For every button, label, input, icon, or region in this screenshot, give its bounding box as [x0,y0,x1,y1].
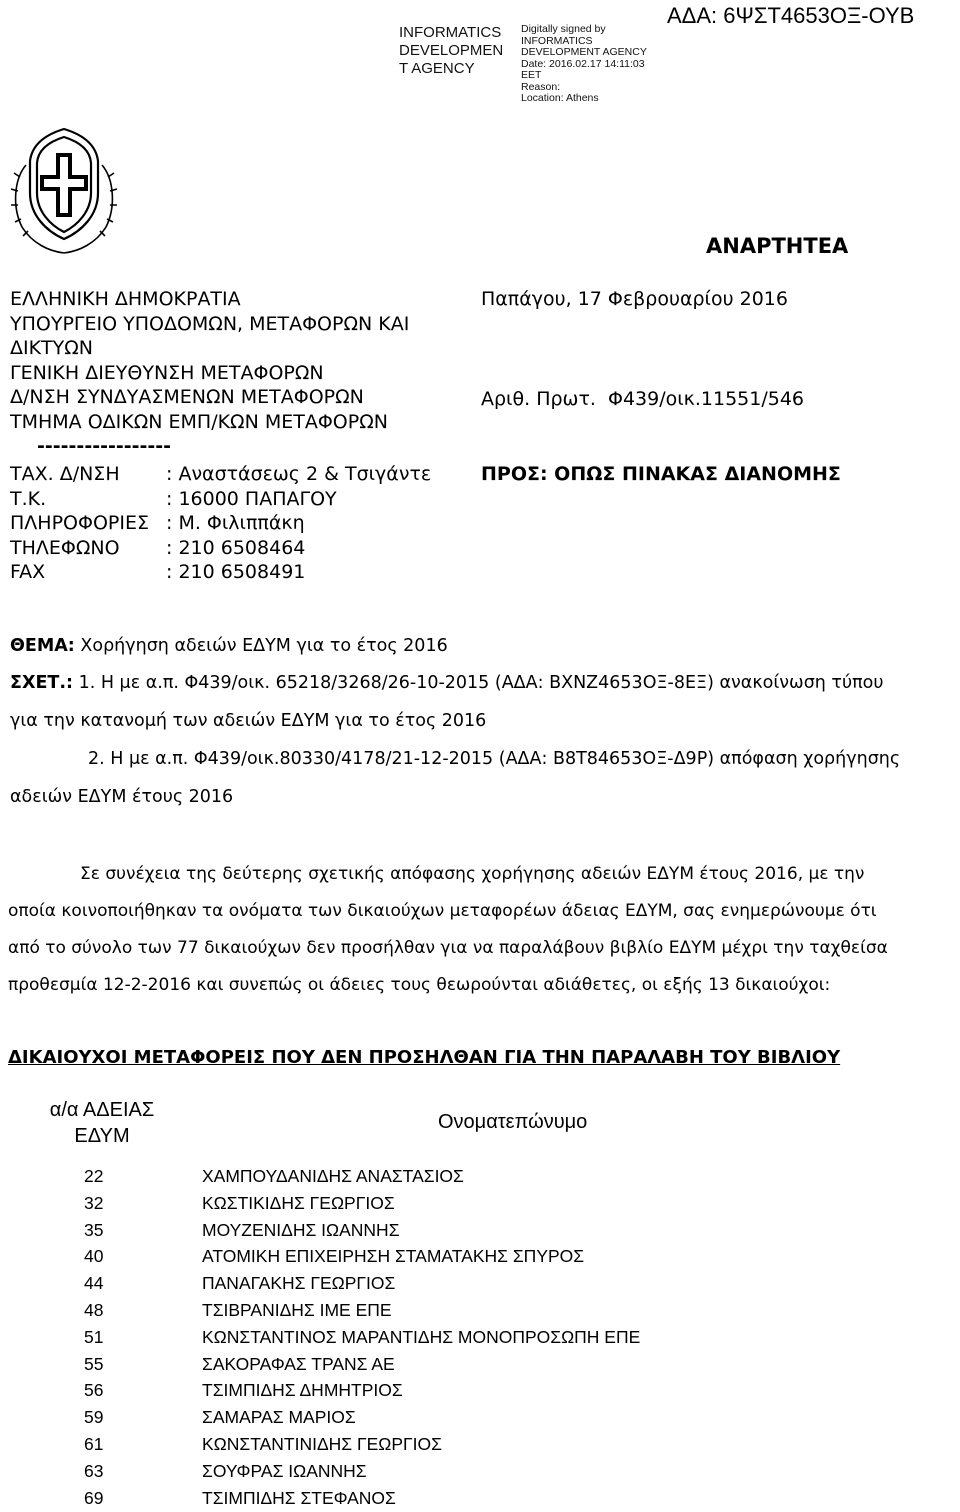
reference-1-cont: για την κατανομή των αδειών ΕΔΥΜ για το έτος 2016 [10,711,487,731]
references-line1 [10,673,883,693]
body-paragraph-line: από το σύνολο των 77 δικαιούχων δεν προσήλθαν για να παραλάβουν βιβλίο ΕΔΥΜ μέχρι την ταχθείσα [8,938,888,958]
permit-number: 44 [84,1273,104,1294]
permit-number: 61 [84,1433,104,1454]
signer-line: T AGENCY [399,60,475,77]
holder-name: ΑΤΟΜΙΚΗ ΕΠΙΧΕΙΡΗΣΗ ΣΤΑΜΑΤΑΚΗΣ ΣΠΥΡΟΣ [202,1246,585,1267]
sender-line: Δ/ΝΣΗ ΣΥΝΔΥΑΣΜΕΝΩΝ ΜΕΤΑΦΟΡΩΝ [10,386,364,408]
protocol-number: Φ439/οικ.11551/546 [608,388,805,410]
holder-name: ΣΑΜΑΡΑΣ ΜΑΡΙΟΣ [202,1407,356,1428]
signer-line: INFORMATICS [399,24,502,41]
table-row [0,1431,960,1458]
holder-name: ΧΑΜΠΟΥΔΑΝΙΔΗΣ ΑΝΑΣΤΑΣΙΟΣ [202,1166,464,1186]
table-row [0,1324,960,1351]
signature-detail-line: Location: Athens [521,92,599,104]
table-row [0,1217,960,1244]
permit-number: 51 [84,1326,104,1347]
holder-name: ΣΟΥΦΡΑΣ ΙΩΑΝΝΗΣ [202,1460,367,1481]
contact-value: : 16000 ΠΑΠΑΓΟΥ [166,487,337,510]
document-date: Παπάγου, 17 Φεβρουαρίου 2016 [481,288,788,310]
sender-line: ΓΕΝΙΚΗ ΔΙΕΥΘΥΝΣΗ ΜΕΤΑΦΟΡΩΝ [10,361,324,384]
table-row [0,1485,960,1512]
permit-number: 69 [84,1487,104,1508]
reference-2: 2. Η με α.π. Φ439/οικ.80330/4178/21-12-2015 (ΑΔΑ: Β8Τ84653ΟΞ-Δ9Ρ) απόφαση χορήγησης [88,749,901,769]
column-header-name: Ονοματεπώνυμο [438,1111,588,1133]
section-title: ΔΙΚΑΙΟΥΧΟΙ ΜΕΤΑΦΟΡΕΙΣ ΠΟΥ ΔΕΝ ΠΡΟΣΗΛΘΑΝ ΓΙΑ ΤΗΝ ΠΑΡΑΛΑΒΗ ΤΟΥ ΒΙΒΛΙΟΥ [8,1047,841,1068]
protocol-label: Αριθ. Πρωτ. [481,388,596,410]
signature-detail-line: Reason: [521,80,561,93]
signature-detail-line: INFORMATICS [521,34,593,47]
table-row [0,1243,960,1270]
subject-label: ΘΕΜΑ: [10,636,75,656]
contact-row [10,536,410,561]
holder-name: ΠΑΝΑΓΑΚΗΣ ΓΕΩΡΓΙΟΣ [202,1273,396,1294]
signature-detail-line: DEVELOPMENT AGENCY [521,46,647,58]
permit-number: 40 [84,1246,104,1267]
holder-name: ΚΩΝΣΤΑΝΤΙΝΙΔΗΣ ΓΕΩΡΓΙΟΣ [202,1433,442,1454]
reference-2-cont: αδειών ΕΔΥΜ έτους 2016 [10,787,234,807]
contact-label: ΠΛΗΡΟΦΟΡΙΕΣ [10,512,149,534]
permit-table [0,1163,960,1511]
table-row [0,1404,960,1431]
body-paragraph-line: Σε συνέχεια της δεύτερης σχετικής απόφασης χορήγησης αδειών ΕΔΥΜ έτους 2016, με την [80,864,865,884]
contact-label: Τ.Κ. [10,487,47,510]
contact-value: : Αναστάσεως 2 & Τσιγάντε [166,463,432,485]
contact-row [10,511,410,536]
table-row [0,1270,960,1297]
recipient-line: ΠΡΟΣ: ΟΠΩΣ ΠΙΝΑΚΑΣ ΔΙΑΝΟΜΗΣ [481,463,841,485]
reference-1: 1. Η με α.π. Φ439/οικ. 65218/3268/26-10-2015 (ΑΔΑ: ΒΧΝΖ4653ΟΞ-8ΕΞ) ανακοίνωση τύπου [78,673,884,693]
table-row [0,1377,960,1404]
contact-label: ΤΗΛΕΦΩΝΟ [10,536,120,559]
sender-line: ΤΜΗΜΑ ΟΔΙΚΩΝ ΕΜΠ/ΚΩΝ ΜΕΤΑΦΟΡΩΝ [10,410,388,433]
permit-number: 48 [84,1299,104,1320]
signature-signer [399,24,503,78]
permit-number: 56 [84,1380,104,1401]
table-row [0,1351,960,1378]
holder-name: ΚΩΝΣΤΑΝΤΙΝΟΣ ΜΑΡΑΝΤΙΔΗΣ ΜΟΝΟΠΡΟΣΩΠΗ ΕΠΕ [202,1326,641,1347]
permit-number: 22 [84,1166,104,1186]
contact-row [10,462,432,487]
table-row [0,1458,960,1485]
separator-dashes: ----------------- [37,435,172,457]
holder-name: ΜΟΥΖΕΝΙΔΗΣ ΙΩΑΝΝΗΣ [202,1219,400,1240]
contact-block [10,462,432,585]
body-paragraph-line: προθεσμία 12-2-2016 και συνεπώς οι άδειες τους θεωρούνται αδιάθετες, οι εξής 13 δικαιούχοι: [8,975,831,995]
table-row [0,1190,960,1217]
subject-line [10,636,448,656]
sender-line: ΔΙΚΤΥΩΝ [10,337,94,359]
permit-number: 55 [84,1353,104,1374]
table-row [0,1163,960,1190]
sender-block [10,287,409,459]
sender-line: ΥΠΟΥΡΓΕΙΟ ΥΠΟΔΟΜΩΝ, ΜΕΤΑΦΟΡΩΝ ΚΑΙ [10,312,410,335]
holder-name: ΤΣΙΜΠΙΔΗΣ ΣΤΕΦΑΝΟΣ [202,1487,396,1508]
posting-label: ΑΝΑΡΤΗΤΕΑ [706,234,849,258]
permit-number: 63 [84,1460,104,1481]
signature-details [521,24,647,105]
permit-number: 59 [84,1407,104,1428]
holder-name: ΣΑΚΟΡΑΦΑΣ ΤΡΑΝΣ ΑΕ [202,1353,395,1374]
sender-line: ΕΛΛΗΝΙΚΗ ΔΗΜΟΚΡΑΤΙΑ [10,288,241,310]
permit-number: 35 [84,1219,104,1240]
contact-label: ΤΑΧ. Δ/ΝΣΗ [10,463,120,485]
column-header-line: ΕΔΥΜ [74,1125,130,1147]
holder-name: ΤΣΙΒΡΑΝΙΔΗΣ ΙΜΕ ΕΠΕ [202,1299,392,1320]
ada-code: ΑΔΑ: 6ΨΣΤ4653ΟΞ-ΟΥΒ [667,3,915,28]
signature-detail-line: EET [521,69,542,81]
signer-line: DEVELOPMEN [399,42,504,59]
column-header-line: α/α ΑΔΕΙΑΣ [49,1099,155,1121]
contact-value: : 210 6508464 [166,536,306,559]
holder-name: ΚΩΣΤΙΚΙΔΗΣ ΓΕΩΡΓΙΟΣ [202,1192,395,1213]
body-paragraph-line: οποία κοινοποιήθηκαν τα ονόματα των δικαιούχων μεταφορέων άδειας ΕΔΥΜ, σας ενημερώνουμε ότι [8,901,877,921]
holder-name: ΤΣΙΜΠΙΔΗΣ ΔΗΜΗΤΡΙΟΣ [202,1380,403,1401]
references-label: ΣΧΕΤ.: [10,673,73,693]
contact-label: FAX [10,561,46,583]
permit-number: 32 [84,1192,104,1213]
signature-detail-line: Digitally signed by [521,23,606,35]
contact-row [10,560,410,585]
table-row [0,1297,960,1324]
column-header-permit-no [30,1097,174,1149]
contact-value: : Μ. Φιλιππάκη [166,512,305,534]
subject-text: Χορήγηση αδειών ΕΔΥΜ για το έτος 2016 [80,636,448,656]
signature-detail-line: Date: 2016.02.17 14:11:03 [521,57,645,70]
coat-of-arms-emblem [4,115,124,257]
contact-row [10,487,410,512]
contact-value: : 210 6508491 [166,561,306,583]
